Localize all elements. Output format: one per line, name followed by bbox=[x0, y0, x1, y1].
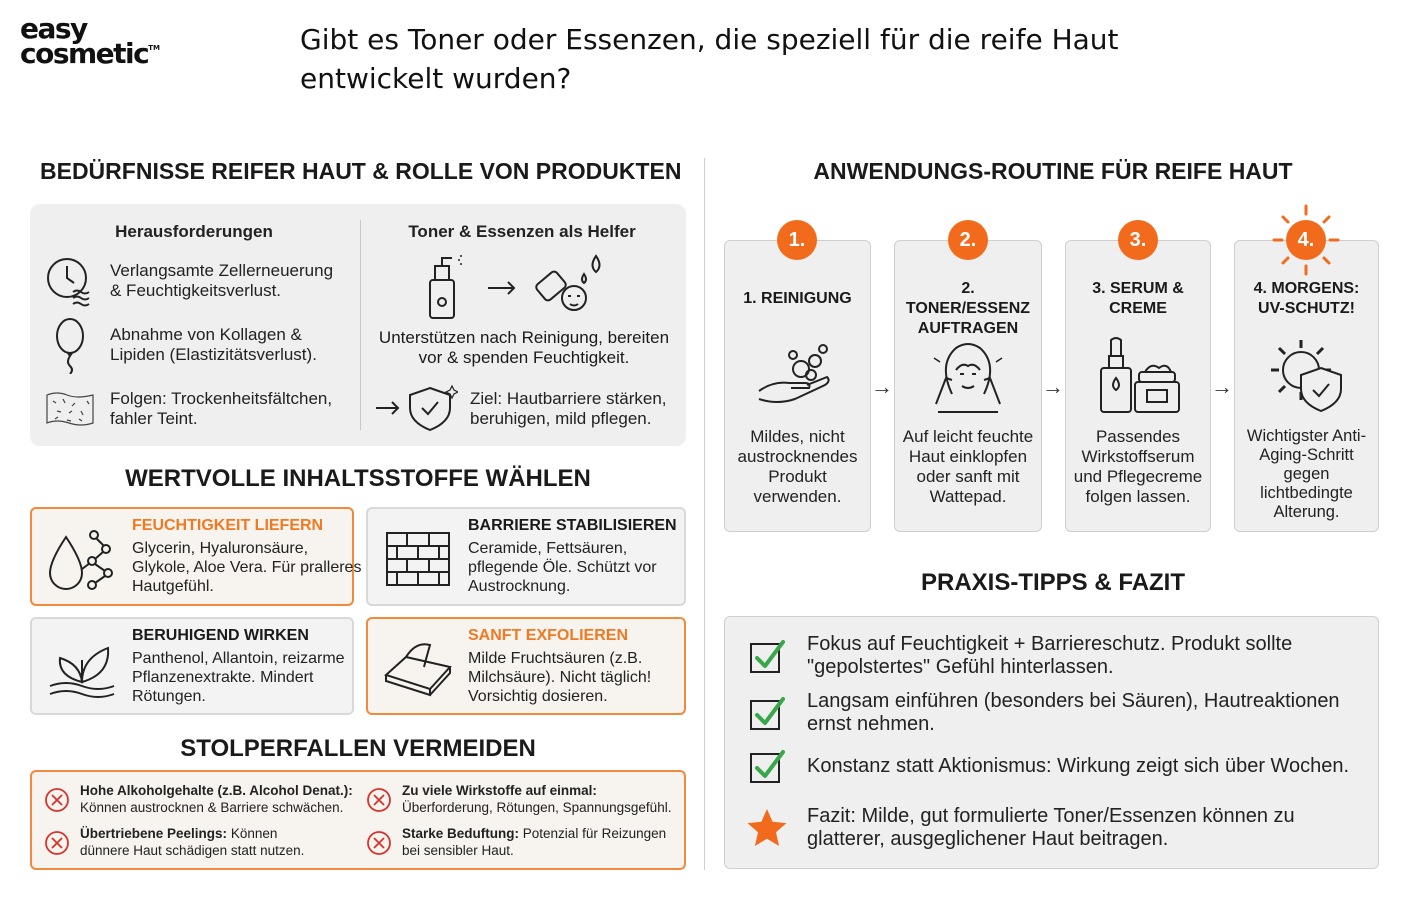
arrow-right-icon: → bbox=[871, 374, 893, 399]
foam-hand-icon bbox=[725, 331, 870, 421]
panel-separator bbox=[360, 220, 361, 430]
brand-line-2: cosmetic bbox=[20, 37, 149, 71]
ingredient-title: SANFT EXFOLIEREN bbox=[468, 627, 629, 644]
pitfall-text: Können dünnere Haut schädigen statt nutzen. bbox=[80, 826, 305, 858]
step-badge: 3. bbox=[1118, 220, 1158, 260]
routine-step bbox=[1065, 240, 1211, 532]
challenges-heading: Herausforderungen bbox=[115, 222, 273, 241]
sun-shield-icon bbox=[1235, 331, 1378, 421]
helpers-goal bbox=[374, 382, 680, 436]
pitfall-bold: Zu viele Wirkstoffe auf einmal: bbox=[402, 783, 597, 798]
step-title: 4. MORGENS: UV-SCHUTZ! bbox=[1253, 280, 1360, 317]
column-divider bbox=[704, 158, 705, 870]
balloon-icon bbox=[42, 318, 98, 372]
step-badge: 2. bbox=[948, 220, 988, 260]
arrow-right-icon: → bbox=[1042, 374, 1064, 399]
routine-step bbox=[724, 240, 871, 532]
helpers-goal-text: Ziel: Hautbarriere stärken, beruhigen, mild pflegen. bbox=[470, 389, 667, 428]
ingredient-title: BARRIERE STABILISIEREN bbox=[468, 517, 677, 534]
x-circle-icon bbox=[366, 787, 392, 813]
pitfall-item bbox=[44, 825, 330, 859]
step-title: 1. REINIGUNG bbox=[743, 290, 852, 307]
ingredient-text: Milde Fruchtsäuren (z.B. Milchsäure). Nicht täglich! Vorsichtig dosieren. bbox=[468, 650, 652, 705]
step-title: 3. SERUM & CREME bbox=[1092, 280, 1184, 317]
step-title: 2. TONER/ESSENZ AUFTRAGEN bbox=[905, 280, 1031, 337]
challenge-text: Folgen: Trockenheitsfältchen, fahler Teint. bbox=[110, 389, 333, 428]
arrow-right-icon: → bbox=[1211, 374, 1233, 399]
spray-bottle-icon bbox=[430, 256, 462, 318]
routine-step bbox=[894, 240, 1042, 532]
challenge-text: Verlangsamte Zellerneuerung & Feuchtigkeitsverlust. bbox=[110, 261, 334, 300]
check-icon bbox=[743, 635, 791, 677]
ingredient-title: FEUCHTIGKEIT LIEFERN bbox=[132, 517, 324, 534]
routine-step bbox=[1234, 240, 1379, 532]
page-title: Gibt es Toner oder Essenzen, die speziell für die reife Haut entwickelt wurden? bbox=[300, 23, 1119, 95]
brick-wall-icon bbox=[382, 523, 454, 595]
tip-item bbox=[743, 745, 1377, 787]
brand-line-1: easy bbox=[20, 12, 87, 45]
pitfalls-heading: STOLPERFALLEN VERMEIDEN bbox=[180, 735, 536, 762]
ingredient-title: BERUHIGEND WIRKEN bbox=[132, 627, 309, 644]
x-circle-icon bbox=[366, 830, 392, 856]
pitfall-item bbox=[44, 782, 353, 816]
pitfall-bold: Starke Beduftung: bbox=[402, 826, 520, 841]
clock-water-icon bbox=[42, 254, 98, 308]
step-text: Auf leicht feuchte Haut einklopfen oder sanft mit Wattepad. bbox=[902, 427, 1034, 506]
x-circle-icon bbox=[44, 830, 70, 856]
step-badge: 1. bbox=[777, 220, 817, 260]
peeling-pad-icon bbox=[382, 633, 454, 705]
tip-item bbox=[743, 633, 1377, 679]
face-patting-icon bbox=[895, 331, 1041, 421]
check-icon bbox=[743, 692, 791, 734]
shield-check-icon bbox=[374, 382, 458, 436]
serum-cream-icon bbox=[1066, 331, 1210, 421]
helpers-support-text: Unterstützen nach Reinigung, bereiten vor & spenden Feuchtigkeit. bbox=[378, 328, 670, 367]
check-icon bbox=[743, 745, 791, 787]
star-icon bbox=[743, 807, 791, 849]
arrow-icon bbox=[488, 282, 514, 294]
pitfall-text: Überforderung, Rötungen, Spannungsgefühl. bbox=[402, 800, 672, 815]
brand-logo bbox=[20, 12, 160, 71]
trademark: TM bbox=[148, 44, 160, 53]
needs-heading: BEDÜRFNISSE REIFER HAUT & ROLLE VON PRODUKTEN bbox=[40, 158, 682, 184]
ingredient-text: Ceramide, Fettsäuren, pflegende Öle. Schützt vor Austrocknung. bbox=[468, 540, 657, 595]
tip-text: Fokus auf Feuchtigkeit + Barriereschutz. Produkt sollte "gepolstertes" Gefühl hinterlassen. bbox=[807, 633, 1293, 678]
tip-text: Konstanz statt Aktionismus: Wirkung zeigt sich über Wochen. bbox=[807, 754, 1350, 777]
tips-box bbox=[724, 616, 1379, 869]
pitfall-item bbox=[366, 825, 672, 859]
x-circle-icon bbox=[44, 787, 70, 813]
step-text: Mildes, nicht austrocknendes Produkt verwenden. bbox=[737, 427, 858, 506]
pitfall-bold: Übertriebene Peelings: bbox=[80, 826, 228, 841]
ingredients-heading: WERTVOLLE INHALTSSTOFFE WÄHLEN bbox=[125, 465, 591, 492]
face-drop-icon bbox=[535, 256, 600, 310]
challenge-text: Abnahme von Kollagen & Lipiden (Elastizitätsverlust). bbox=[110, 325, 317, 364]
routine-heading: ANWENDUNGS-ROUTINE FÜR REIFE HAUT bbox=[813, 158, 1293, 184]
ingredient-card bbox=[366, 617, 686, 715]
tip-item bbox=[743, 690, 1377, 736]
step-text: Passendes Wirkstoffserum und Pflegecreme folgen lassen. bbox=[1073, 427, 1203, 506]
molecule-drop-icon bbox=[46, 523, 118, 595]
challenge-item bbox=[42, 254, 340, 308]
toner-to-face-illustration bbox=[426, 250, 626, 322]
pitfall-bold: Hohe Alkoholgehalte (z.B. Alcohol Denat.): bbox=[80, 783, 353, 798]
tip-text: Fazit: Milde, gut formulierte Toner/Essenzen können zu glatterer, ausgeglichener Haut beitragen. bbox=[807, 805, 1295, 850]
ingredient-card bbox=[366, 507, 686, 606]
pitfalls-box bbox=[30, 770, 686, 870]
leaf-icon bbox=[46, 633, 118, 705]
tip-text: Langsam einführen (besonders bei Säuren), Hautreaktionen ernst nehmen. bbox=[807, 690, 1340, 735]
step-badge: 4. bbox=[1286, 220, 1326, 260]
pitfall-text: Potenzial für Reizungen bei sensibler Haut. bbox=[402, 826, 667, 858]
ingredient-card bbox=[30, 617, 354, 715]
pitfall-text: Können austrocknen & Barriere schwächen. bbox=[80, 800, 344, 815]
challenge-item bbox=[42, 318, 340, 372]
pitfall-item bbox=[366, 782, 671, 816]
needs-panel bbox=[30, 204, 686, 446]
ingredient-text: Glycerin, Hyaluronsäure, Glykole, Aloe Vera. Für pralleres Hautgefühl. bbox=[132, 540, 362, 595]
tip-item bbox=[743, 805, 1377, 851]
tips-heading: PRAXIS-TIPPS & FAZIT bbox=[920, 569, 1186, 596]
helpers-heading: Toner & Essenzen als Helfer bbox=[408, 222, 636, 241]
ingredient-card bbox=[30, 507, 362, 606]
challenge-item bbox=[42, 382, 340, 436]
step-text: Wichtigster Anti-Aging-Schritt gegen lichtbedingte Alterung. bbox=[1246, 427, 1367, 521]
ingredient-text: Panthenol, Allantoin, reizarme Pflanzenextrakte. Mindert Rötungen. bbox=[132, 650, 345, 705]
dry-skin-icon bbox=[42, 382, 98, 436]
